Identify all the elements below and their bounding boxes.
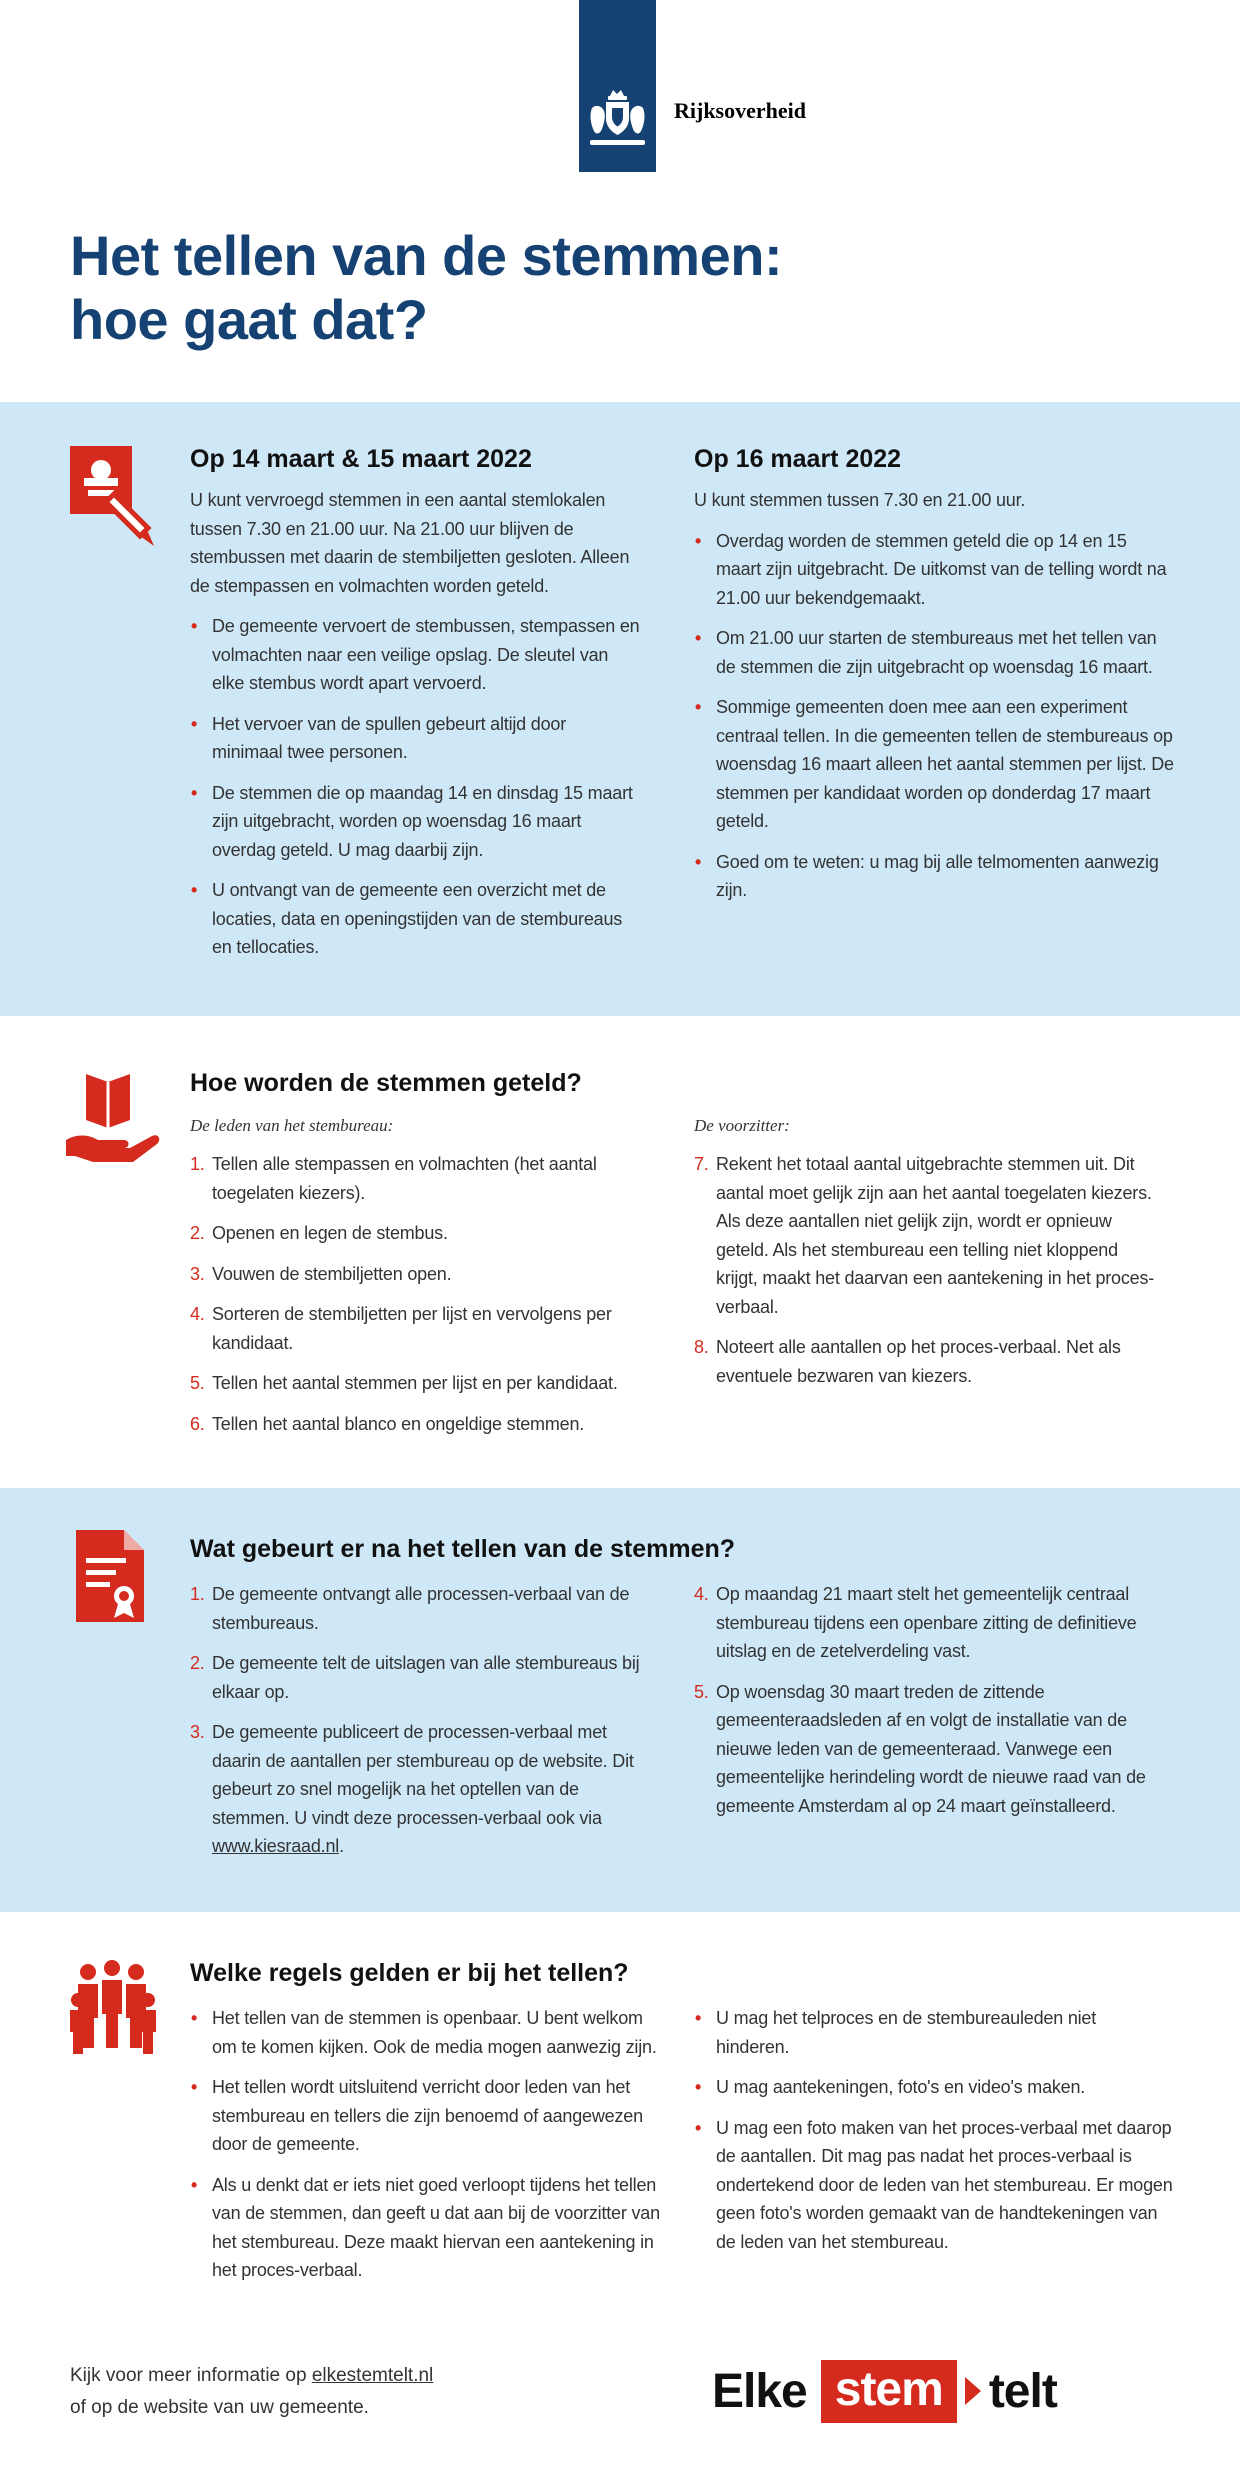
item-text-end: . <box>339 1836 344 1856</box>
list-item: • U mag het telproces en de stembureauleden niet hinderen. <box>694 2004 1174 2061</box>
list-item: • U mag aantekeningen, foto's en video's maken. <box>694 2073 1174 2102</box>
section2-right-subheading: De voorzitter: <box>694 1116 790 1135</box>
item-number: 5. <box>190 1373 205 1393</box>
item-number: 2. <box>190 1653 205 1673</box>
section1-right-column <box>694 486 1174 917</box>
item-text: Vouwen de stembiljetten open. <box>212 1263 452 1284</box>
list-item <box>190 1369 640 1398</box>
item-number: 1. <box>190 1584 205 1604</box>
list-item: • Als u denkt dat er iets niet goed verloopt tijdens het tellen van de stemmen, dan geeft u dat aan bij de voorzitter van het stembureau. Deze maakt hiervan een aantekening in het proces-verbaal. <box>190 2171 670 2285</box>
list-item <box>190 1649 640 1706</box>
item-text: Op woensdag 30 maart treden de zittende gemeenteraadsleden af en volgt de installatie van de nieuwe leden van de gemeenteraad. Vanwege een gemeentelijke herindeling wordt de nieuwe raad van de gemeente Amsterdam al op 24 maart geïnstalleerd. <box>716 1681 1146 1816</box>
item-text: Op maandag 21 maart stelt het gemeentelijk centraal stembureau tijdens een openbare zitting de definitieve uitslag en de zetelverdeling vast. <box>716 1584 1137 1661</box>
list-item <box>190 1718 640 1861</box>
item-number: 2. <box>190 1223 205 1243</box>
section4-heading: Welke regels gelden er bij het tellen? <box>190 1959 629 1987</box>
item-number: 1. <box>190 1154 205 1174</box>
document-seal-icon <box>74 1528 150 1624</box>
item-text: Tellen het aantal blanco en ongeldige stemmen. <box>212 1413 585 1434</box>
brand-word-1: Elke <box>712 2364 807 2418</box>
item-text: Tellen het aantal stemmen per lijst en per kandidaat. <box>212 1373 618 1393</box>
list-item: • U ontvangt van de gemeente een overzicht met de locaties, data en openingstijden van de stembureaus en tellocaties. <box>190 876 640 962</box>
logo-text: Rijksoverheid <box>674 98 806 123</box>
play-arrow-icon <box>965 2377 981 2405</box>
item-number: 3. <box>190 1722 205 1742</box>
footer-line-2: of op de website van uw gemeente. <box>70 2397 369 2418</box>
elke-stem-telt-logo <box>712 2356 1057 2426</box>
list-item: • Het vervoer van de spullen gebeurt altijd door minimaal twee personen. <box>190 710 640 767</box>
footer-info <box>70 2360 433 2424</box>
brand-word-3: telt <box>988 2364 1057 2418</box>
list-item <box>694 1333 1164 1390</box>
section3-heading: Wat gebeurt er na het tellen van de stemmen? <box>190 1535 736 1563</box>
section1-left-list <box>190 612 640 962</box>
section4-right-column <box>694 2004 1174 2268</box>
item-text: De gemeente ontvangt alle processen-verbaal van de stembureaus. <box>212 1584 630 1633</box>
section1-left-column <box>190 486 640 974</box>
footer-prefix: Kijk voor meer informatie op <box>70 2365 312 2386</box>
item-number: 3. <box>190 1263 205 1284</box>
section2-heading: Hoe worden de stemmen geteld? <box>190 1069 582 1097</box>
section1-right-list <box>694 527 1174 905</box>
title-line-2: hoe gaat dat? <box>70 288 428 351</box>
section3-left-list <box>190 1580 640 1861</box>
list-item <box>190 1219 640 1248</box>
footer-line-1 <box>70 2360 433 2392</box>
kiesraad-link[interactable]: www.kiesraad.nl <box>212 1836 340 1856</box>
title-line-1: Het tellen van de stemmen: <box>70 224 783 287</box>
section1-right-intro: U kunt stemmen tussen 7.30 en 21.00 uur. <box>694 490 1026 510</box>
list-item: • Overdag worden de stemmen geteld die op 14 en 15 maart zijn uitgebracht. De uitkomst van de telling wordt na 21.00 uur bekendgemaakt. <box>694 527 1174 613</box>
section1-left-intro: U kunt vervroegd stemmen in een aantal stemlokalen tussen 7.30 en 21.00 uur. Na 21.00 uur blijven de stembussen met daarin de stembiljetten gesloten. Alleen de stempassen en volmachten worden geteld. <box>190 490 630 596</box>
item-text: De gemeente publiceert de processen-verbaal met daarin de aantallen per stembureau op de website. Dit gebeurt zo snel mogelijk na het optellen van de stemmen. U vindt deze processen-verbaal ook via <box>212 1722 634 1828</box>
list-item: • De stemmen die op maandag 14 en dinsdag 15 maart zijn uitgebracht, worden op woensdag 16 maart overdag geteld. U mag daarbij zijn. <box>190 779 640 865</box>
section3-right-column <box>694 1580 1174 1832</box>
item-text: Noteert alle aantallen op het proces-verbaal. Net als eventuele bezwaren van kiezers. <box>716 1337 1121 1386</box>
elkestemtelt-link[interactable]: elkestemtelt.nl <box>311 2365 434 2386</box>
list-item <box>190 1580 640 1637</box>
list-item <box>694 1150 1164 1321</box>
people-group-icon <box>66 1960 158 2060</box>
item-number: 6. <box>190 1413 205 1434</box>
section2-right-column <box>694 1150 1164 1402</box>
section1-right-heading: Op 16 maart 2022 <box>694 445 902 473</box>
item-number: 4. <box>190 1304 205 1324</box>
item-number: 8. <box>694 1337 709 1357</box>
section2-left-subheading: De leden van het stembureau: <box>190 1116 394 1135</box>
section4-left-column <box>190 2004 670 2297</box>
section4-right-list <box>694 2004 1174 2256</box>
list-item: • U mag een foto maken van het proces-verbaal met daarop de aantallen. Dit mag pas nadat het proces-verbaal is ondertekend door de leden van het stembureau. Er mogen geen foto's worden gemaakt van de handtekeningen van de leden van het stembureau. <box>694 2114 1174 2257</box>
item-number: 5. <box>694 1681 709 1702</box>
section3-right-list <box>694 1580 1174 1820</box>
section2-left-column <box>190 1150 640 1450</box>
page-title <box>70 224 1070 352</box>
section3-left-column <box>190 1580 640 1873</box>
section2-right-list <box>694 1150 1164 1390</box>
list-item <box>190 1300 640 1357</box>
list-item: • Het tellen wordt uitsluitend verricht door leden van het stembureau en tellers die zijn benoemd of aangewezen door de gemeente. <box>190 2073 670 2159</box>
section1-left-heading: Op 14 maart & 15 maart 2022 <box>190 445 532 473</box>
list-item <box>190 1260 640 1289</box>
item-text: De gemeente telt de uitslagen van alle stembureaus bij elkaar op. <box>212 1653 640 1702</box>
hand-ballot-icon <box>64 1070 162 1168</box>
list-item: • Om 21.00 uur starten de stembureaus met het tellen van de stemmen die zijn uitgebracht op woensdag 16 maart. <box>694 624 1174 681</box>
section2-left-list <box>190 1150 640 1438</box>
item-number: 4. <box>694 1584 709 1604</box>
list-item: • De gemeente vervoert de stembussen, stempassen en volmachten naar een veilige opslag. De sleutel van elke stembus wordt apart vervoerd. <box>190 612 640 698</box>
ballot-pencil-icon <box>68 444 160 556</box>
item-text: Rekent het totaal aantal uitgebrachte stemmen uit. Dit aantal moet gelijk zijn aan het aantal toegelaten kiezers. Als deze aantallen niet gelijk zijn, wordt er opnieuw geteld. Als het stembureau een telling niet kloppend krijgt, maakt het daarvan een aantekening in het proces-verbaal. <box>716 1154 1155 1317</box>
brand-word-2: stem <box>821 2360 957 2423</box>
list-item <box>694 1678 1174 1821</box>
section4-left-list <box>190 2004 670 2285</box>
coat-of-arms-icon <box>584 86 651 152</box>
list-item <box>190 1410 640 1439</box>
list-item <box>694 1580 1174 1666</box>
item-text: Sorteren de stembiljetten per lijst en vervolgens per kandidaat. <box>212 1304 612 1353</box>
list-item <box>190 1150 640 1207</box>
list-item: • Goed om te weten: u mag bij alle telmomenten aanwezig zijn. <box>694 848 1174 905</box>
item-text: Openen en legen de stembus. <box>212 1223 448 1243</box>
list-item: • Sommige gemeenten doen mee aan een experiment centraal tellen. In die gemeenten tellen de stembureaus op woensdag 16 maart alleen het aantal stemmen per lijst. De stemmen per kandidaat worden op donderdag 17 maart geteld. <box>694 693 1174 836</box>
list-item: • Het tellen van de stemmen is openbaar. U bent welkom om te komen kijken. Ook de media mogen aanwezig zijn. <box>190 2004 670 2061</box>
item-text: Tellen alle stempassen en volmachten (het aantal toegelaten kiezers). <box>212 1154 597 1203</box>
item-number: 7. <box>694 1154 709 1174</box>
